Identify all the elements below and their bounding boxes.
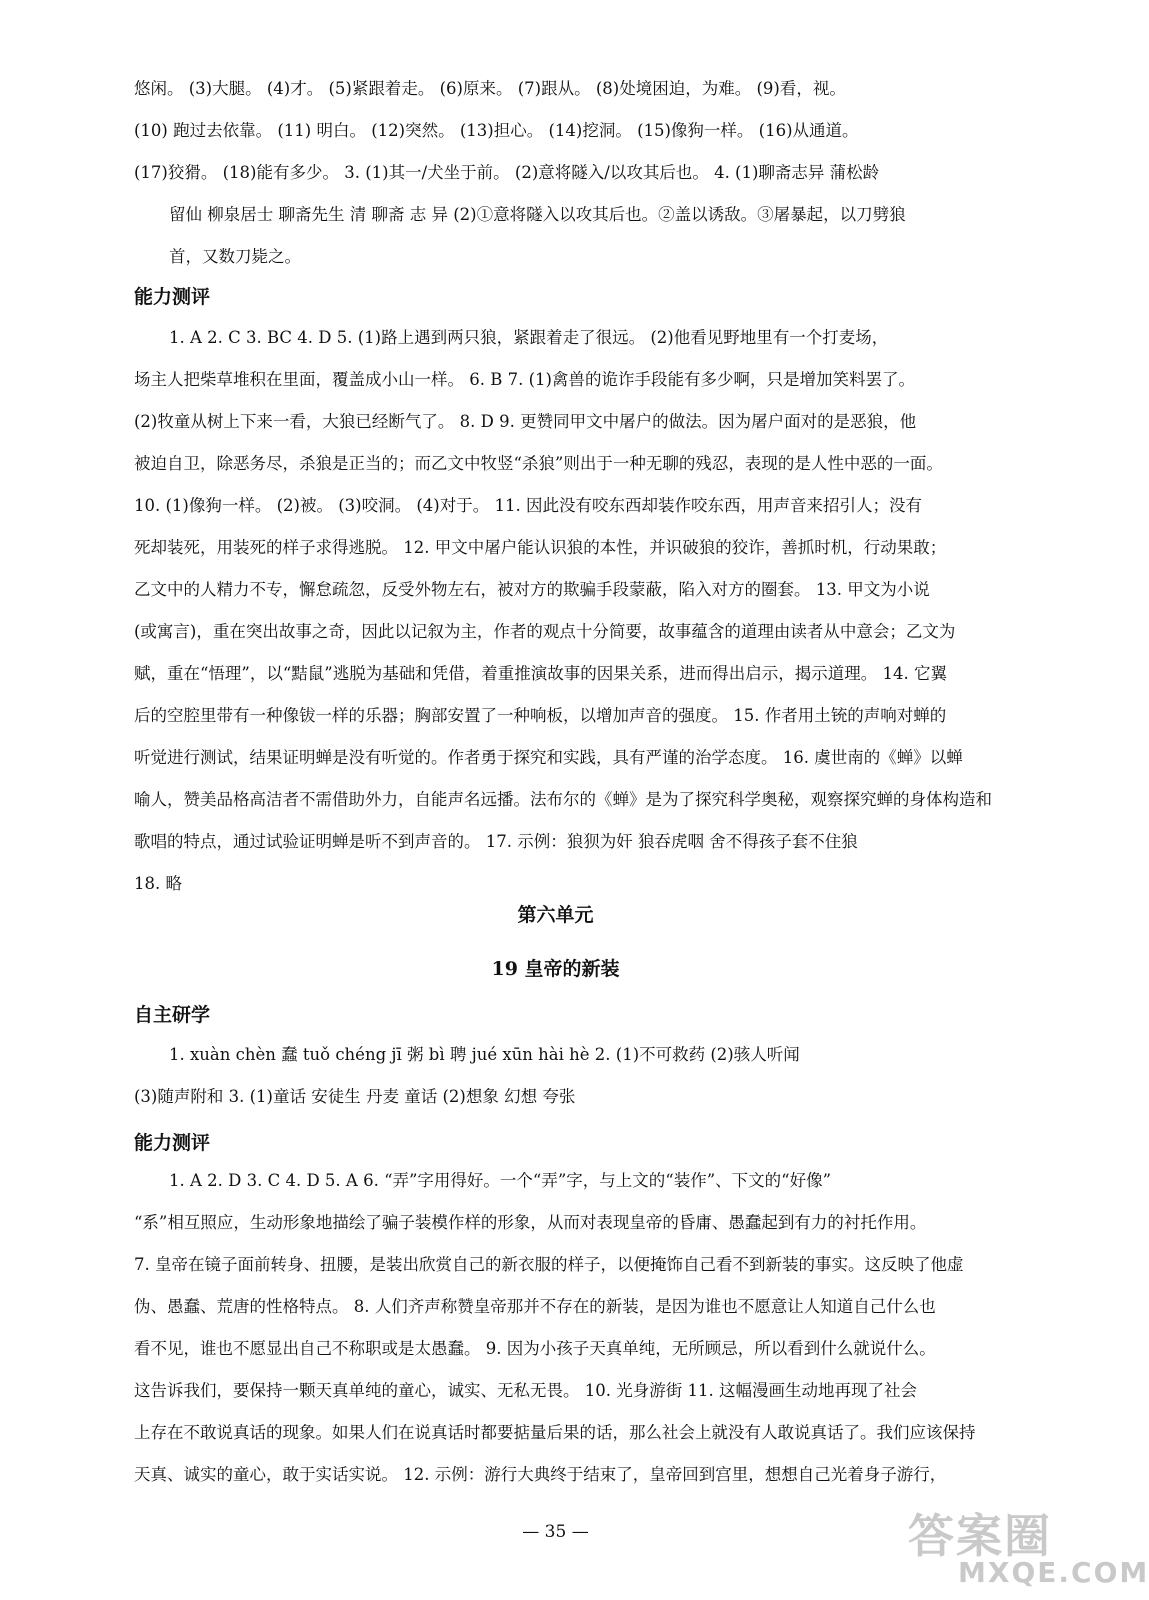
text-line: 喻人，赞美品格高洁者不需借助外力，自能声名远播。法布尔的《蝉》是为了探究科学奥秘，观察探究蝉的身体构造和	[134, 790, 992, 809]
text-line: 死却装死，用装死的样子求得逃脱。 12. 甲文中屠户能认识狼的本性，并识破狼的狡诈，善抓时机，行动果敢；	[134, 538, 947, 557]
answer-block-3	[134, 1034, 1024, 1118]
text-line: 乙文中的人精力不专，懈怠疏忽，反受外物左右，被对方的欺骗手段蒙蔽，陷入对方的圈套。 13. 甲文为小说	[134, 580, 930, 599]
text-line: 被迫自卫，除恶务尽，杀狼是正当的；而乙文中牧竖“杀狼”则出于一种无聊的残忍，表现的是人性中恶的一面。	[134, 454, 943, 473]
text-line: 歌唱的特点，通过试验证明蝉是听不到声音的。 17. 示例：狼狈为奸 狼吞虎咽 舍不得孩子套不住狼	[134, 832, 858, 851]
text-line: (17)狡猾。 (18)能有多少。 3. (1)其一/犬坐于前。 (2)意将隧入/以攻其后也。 4. (1)聊斋志异 蒲松龄	[134, 163, 880, 182]
text-line: 听觉进行测试，结果证明蝉是没有听觉的。作者勇于探究和实践，具有严谨的治学态度。 16. 虞世南的《蝉》以蝉	[134, 748, 963, 767]
text-line: 1. A 2. C 3. BC 4. D 5. (1)路上遇到两只狼，紧跟着走了很远。 (2)他看见野地里有一个打麦场，	[169, 328, 889, 347]
unit-title: 第六单元	[517, 904, 594, 926]
text-line: 10. (1)像狗一样。 (2)被。 (3)咬洞。 (4)对于。 11. 因此没有咬东西却装作咬东西，用声音来招引人；没有	[134, 496, 922, 515]
text-line: 这告诉我们，要保持一颗天真单纯的童心，诚实、无私无畏。 10. 光身游街 11. 这幅漫画生动地再现了社会	[134, 1381, 917, 1400]
watermark-url: MXQE.COM	[958, 1556, 1149, 1589]
text-line: 赋，重在“悟理”，以“黠鼠”逃脱为基础和凭借，着重推演故事的因果关系，进而得出启示，揭示道理。 14. 它翼	[134, 664, 947, 683]
text-line: (3)随声附和 3. (1)童话 安徒生 丹麦 童话 (2)想象 幻想 夸张	[134, 1087, 576, 1106]
text-line: 后的空腔里带有一种像钹一样的乐器；胸部安置了一种响板，以增加声音的强度。 15. 作者用土铳的声响对蝉的	[134, 706, 947, 725]
text-line: 悠闲。 (3)大腿。 (4)才。 (5)紧跟着走。 (6)原来。 (7)跟从。 (8)处境困迫，为难。 (9)看，视。	[134, 79, 846, 98]
answer-block-2	[134, 317, 1024, 905]
text-line: 留仙 柳泉居士 聊斋先生 清 聊斋 志 异 (2)①意将隧入以攻其后也。②盖以诱敌。③屠暴起，以刀劈狼	[169, 205, 906, 224]
watermark-logo: 答案圈	[908, 1509, 1052, 1563]
text-line: 18. 略	[134, 874, 182, 893]
text-line: (或寓言)，重在突出故事之奇，因此以记叙为主，作者的观点十分简要，故事蕴含的道理由读者从中意会；乙文为	[134, 622, 956, 641]
text-line: 1. A 2. D 3. C 4. D 5. A 6. “弄”字用得好。一个“弄”字，与上文的“装作”、下文的“好像”	[169, 1171, 832, 1190]
text-line: (10) 跑过去依靠。 (11) 明白。 (12)突然。 (13)担心。 (14)挖洞。 (15)像狗一样。 (16)从通道。	[134, 121, 859, 140]
text-line: (2)牧童从树上下来一看，大狼已经断气了。 8. D 9. 更赞同甲文中屠户的做法。因为屠户面对的是恶狼，他	[134, 412, 917, 431]
text-line: 天真、诚实的童心，敢于实话实说。 12. 示例：游行大典终于结束了，皇帝回到宫里，想想自己光着身子游行，	[134, 1465, 947, 1484]
lesson-title: 19 皇帝的新装	[491, 958, 620, 980]
text-line: 首，又数刀毙之。	[169, 247, 301, 266]
section-heading-self-study: 自主研学	[134, 1004, 211, 1026]
section-heading-ability-2: 能力测评	[134, 1132, 211, 1154]
text-line: 场主人把柴草堆积在里面，覆盖成小山一样。 6. B 7. (1)禽兽的诡诈手段能有多少啊，只是增加笑料罢了。	[134, 370, 915, 389]
answer-block-1	[134, 68, 1024, 278]
text-line: 1. xuàn chèn 蠢 tuǒ chéng jī 粥 bì 聘 jué xūn hài hè 2. (1)不可救药 (2)骇人听闻	[169, 1045, 800, 1064]
text-line: 上存在不敢说真话的现象。如果人们在说真话时都要掂量后果的话，那么社会上就没有人敢说真话了。我们应该保持	[134, 1423, 976, 1442]
text-line: 7. 皇帝在镜子面前转身、扭腰，是装出欣赏自己的新衣服的样子，以便掩饰自己看不到新装的事实。这反映了他虚	[134, 1255, 964, 1274]
text-line: 看不见，谁也不愿显出自己不称职或是太愚蠢。 9. 因为小孩子天真单纯，无所顾忌，所以看到什么就说什么。	[134, 1339, 936, 1358]
text-line: “系”相互照应，生动形象地描绘了骗子装模作样的形象，从而对表现皇帝的昏庸、愚蠢起到有力的衬托作用。	[134, 1213, 927, 1232]
page-number: — 35 —	[522, 1522, 589, 1542]
answer-block-4	[134, 1160, 1024, 1496]
text-line: 伪、愚蠢、荒唐的性格特点。 8. 人们齐声称赞皇帝那并不存在的新装，是因为谁也不愿意让人知道自己什么也	[134, 1297, 936, 1316]
section-heading-ability: 能力测评	[134, 286, 211, 308]
